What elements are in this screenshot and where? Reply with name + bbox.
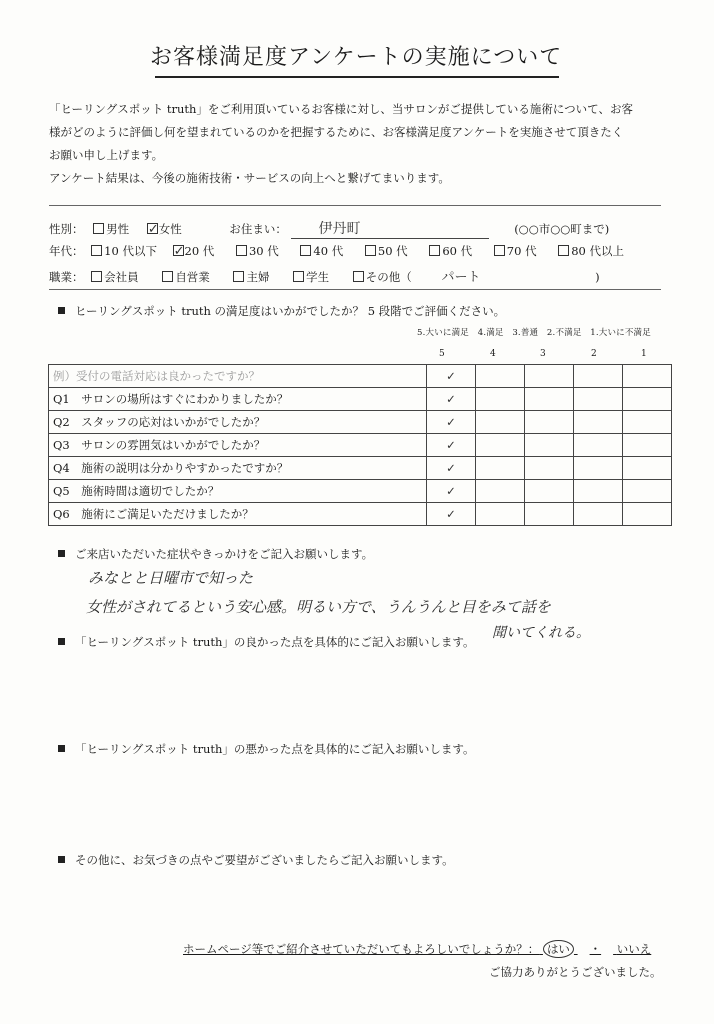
check-mark-icon: ✓ xyxy=(173,244,185,259)
gender-female-option[interactable] xyxy=(147,222,182,236)
age-option[interactable] xyxy=(91,244,157,258)
age-option[interactable] xyxy=(300,244,343,258)
no-option[interactable]: いいえ xyxy=(616,942,652,956)
gender-address-row xyxy=(49,218,609,239)
age-option[interactable] xyxy=(365,244,408,258)
rating-cell-3[interactable] xyxy=(525,503,574,526)
address-label: お住まい： xyxy=(229,222,287,236)
good-answer-line-2[interactable]: 聞いてくれる。 xyxy=(492,625,590,641)
checkbox-icon[interactable] xyxy=(365,245,376,256)
rating-cell-3[interactable] xyxy=(525,434,574,457)
scale-header-2: 2 xyxy=(591,349,597,359)
occupation-label: 職業： xyxy=(49,270,84,284)
age-option[interactable] xyxy=(558,244,624,258)
rating-cell-1[interactable] xyxy=(623,388,672,411)
table-row xyxy=(49,503,672,526)
age-option-label: 70 代 xyxy=(506,244,537,258)
rating-cell-3[interactable] xyxy=(525,457,574,480)
gender-female-label: 女性 xyxy=(158,222,182,236)
checkbox-icon[interactable] xyxy=(293,271,304,282)
rating-cell-1[interactable] xyxy=(623,411,672,434)
intro-text xyxy=(49,98,669,190)
section-good-heading xyxy=(58,634,474,650)
rating-cell-4[interactable] xyxy=(476,411,525,434)
scale-header-1: 1 xyxy=(641,349,647,359)
bullet-square-icon xyxy=(58,856,65,863)
bullet-square-icon xyxy=(58,307,65,314)
rating-cell-2[interactable] xyxy=(574,388,623,411)
rating-cell-5[interactable]: ✓ xyxy=(427,480,476,503)
occupation-option[interactable] xyxy=(353,270,412,284)
occupation-option[interactable] xyxy=(91,270,139,284)
rating-cell-5[interactable]: ✓ xyxy=(427,434,476,457)
bullet-square-icon xyxy=(58,550,65,557)
rating-cell-2[interactable] xyxy=(574,365,623,388)
divider-mid xyxy=(49,289,661,290)
table-row xyxy=(49,388,672,411)
rating-cell-4[interactable] xyxy=(476,434,525,457)
rating-cell-3[interactable] xyxy=(525,411,574,434)
section-bad-text: 「ヒーリングスポット truth」の悪かった点を具体的にご記入お願いします。 xyxy=(75,742,475,756)
rating-cell-2[interactable] xyxy=(574,411,623,434)
intro-line-2: 様がどのように評価し何を望まれているのかを把握するために、お客様満足度アンケートを実施させて頂きたく xyxy=(49,125,624,139)
reason-answer[interactable]: みなとと日曜市で知った xyxy=(88,569,254,587)
checkbox-icon[interactable] xyxy=(353,271,364,282)
rating-cell-5[interactable]: ✓ xyxy=(427,388,476,411)
rating-cell-1[interactable] xyxy=(623,480,672,503)
rating-cell-3[interactable] xyxy=(525,388,574,411)
option-separator: ・ xyxy=(589,942,602,956)
page-title: お客様満足度アンケートの実施について xyxy=(150,45,563,70)
question-cell: 例）受付の電話対応は良かったですか？ xyxy=(49,365,427,388)
section-other-heading xyxy=(58,852,454,868)
rating-cell-3[interactable] xyxy=(525,365,574,388)
satisfaction-table xyxy=(48,364,672,526)
occupation-option[interactable] xyxy=(233,270,269,284)
rating-legend: 5.大いに満足 4.満足 3.普通 2.不満足 1.大いに不満足 xyxy=(417,328,651,338)
section-other-text: その他に、お気づきの点やご要望がございましたらご記入お願いします。 xyxy=(75,853,454,867)
rating-cell-4[interactable] xyxy=(476,365,525,388)
occupation-option[interactable] xyxy=(293,270,329,284)
question-cell: Q1 サロンの場所はすぐにわかりましたか？ xyxy=(49,388,427,411)
rating-cell-4[interactable] xyxy=(476,388,525,411)
age-option[interactable] xyxy=(173,244,215,258)
rating-cell-5[interactable]: ✓ xyxy=(427,411,476,434)
title-underline xyxy=(155,76,559,78)
age-option-label: 80 代以上 xyxy=(571,244,625,258)
age-option[interactable] xyxy=(236,244,279,258)
divider-top xyxy=(49,205,661,206)
question-cell: Q3 サロンの雰囲気はいかがでしたか？ xyxy=(49,434,427,457)
checkbox-icon[interactable] xyxy=(91,271,102,282)
intro-line-4: アンケート結果は、今後の施術技術・サービスの向上へと繋げてまいります。 xyxy=(49,171,450,185)
rating-cell-2[interactable] xyxy=(574,434,623,457)
scale-header-5: 5 xyxy=(439,349,445,359)
section-satisfaction-heading xyxy=(58,303,505,319)
rating-cell-2[interactable] xyxy=(574,457,623,480)
age-option-label: 10 代以下 xyxy=(104,244,157,258)
bullet-square-icon xyxy=(58,745,65,752)
age-option-label: 30 代 xyxy=(248,244,279,258)
rating-cell-4[interactable] xyxy=(476,480,525,503)
question-cell: Q5 施術時間は適切でしたか？ xyxy=(49,480,427,503)
table-row xyxy=(49,411,672,434)
rating-cell-3[interactable] xyxy=(525,480,574,503)
table-row xyxy=(49,365,672,388)
scale-header-3: 3 xyxy=(540,349,546,359)
occupation-option-label: 主婦 xyxy=(246,270,270,284)
rating-cell-4[interactable] xyxy=(476,503,525,526)
occupation-option[interactable] xyxy=(162,270,210,284)
intro-line-3: お願い申し上げます。 xyxy=(49,148,164,162)
checkbox-icon[interactable] xyxy=(494,245,505,256)
checkbox-icon[interactable] xyxy=(162,271,173,282)
rating-cell-5[interactable]: ✓ xyxy=(427,365,476,388)
age-option-label: 60 代 xyxy=(442,244,473,258)
intro-line-1: 「ヒーリングスポット truth」をご利用頂いているお客様に対し、当サロンがご提供している施術について、お客 xyxy=(49,102,633,116)
age-option[interactable] xyxy=(429,244,472,258)
check-mark-icon: ✓ xyxy=(147,222,159,237)
section-reason-text: ご来店いただいた症状やきっかけをご記入お願いします。 xyxy=(75,547,374,561)
section-satisfaction-text: ヒーリングスポット truth の満足度はいかがでしたか？ 5 段階でご評価ください。 xyxy=(75,304,506,318)
age-option-label: 20 代 xyxy=(184,244,215,258)
occupation-option-label: 自営業 xyxy=(175,270,210,284)
section-good-text: 「ヒーリングスポット truth」の良かった点を具体的にご記入お願いします。 xyxy=(75,635,475,649)
occupation-option-label: 学生 xyxy=(306,270,330,284)
rating-cell-1[interactable] xyxy=(623,503,672,526)
yes-option[interactable]: はい xyxy=(543,940,574,958)
occupation-row xyxy=(49,266,600,285)
checkbox-icon[interactable] xyxy=(93,223,104,234)
age-label: 年代： xyxy=(49,244,84,258)
thanks-text: ご協力ありがとうございました。 xyxy=(489,965,662,979)
address-value[interactable]: 伊丹町 xyxy=(291,218,489,239)
occupation-option-label: 会社員 xyxy=(104,270,139,284)
gender-male-label: 男性 xyxy=(106,222,130,236)
rating-cell-2[interactable] xyxy=(574,503,623,526)
question-cell: Q4 施術の説明は分かりやすかったですか？ xyxy=(49,457,427,480)
question-cell: Q2 スタッフの応対はいかがでしたか？ xyxy=(49,411,427,434)
age-row xyxy=(49,243,624,259)
rating-cell-5[interactable]: ✓ xyxy=(427,457,476,480)
rating-cell-4[interactable] xyxy=(476,457,525,480)
section-reason-heading xyxy=(58,546,373,562)
checkbox-icon[interactable] xyxy=(558,245,569,256)
checkbox-icon[interactable] xyxy=(429,245,440,256)
occupation-close: ) xyxy=(595,270,600,284)
rating-cell-2[interactable] xyxy=(574,480,623,503)
occupation-other-value[interactable]: パート xyxy=(441,270,481,285)
rating-cell-1[interactable] xyxy=(623,457,672,480)
question-cell: Q6 施術にご満足いただけましたか？ xyxy=(49,503,427,526)
table-row xyxy=(49,457,672,480)
table-row xyxy=(49,480,672,503)
gender-male-option[interactable] xyxy=(93,222,129,236)
scale-header-4: 4 xyxy=(490,349,496,359)
rating-cell-1[interactable] xyxy=(623,365,672,388)
checkbox-icon[interactable] xyxy=(236,245,247,256)
table-row xyxy=(49,434,672,457)
gender-label: 性別： xyxy=(49,222,84,236)
address-hint: (○○市○○町まで) xyxy=(514,222,610,236)
publish-question-text: ホームページ等でご紹介させていただいてもよろしいでしょうか？： xyxy=(183,942,540,956)
checkbox-icon[interactable] xyxy=(233,271,244,282)
bullet-square-icon xyxy=(58,638,65,645)
publish-permission-question xyxy=(183,940,651,958)
rating-cell-1[interactable] xyxy=(623,434,672,457)
occupation-option-label: その他（ xyxy=(365,270,412,284)
rating-cell-5[interactable]: ✓ xyxy=(427,503,476,526)
checkbox-icon[interactable] xyxy=(91,245,102,256)
age-option-label: 50 代 xyxy=(377,244,408,258)
checkbox-icon[interactable] xyxy=(300,245,311,256)
age-option[interactable] xyxy=(494,244,537,258)
section-bad-heading xyxy=(58,741,474,757)
age-option-label: 40 代 xyxy=(313,244,344,258)
good-answer-line-1[interactable]: 女性がされてるという安心感。明るい方で、うんうんと目をみて話を xyxy=(86,598,551,616)
